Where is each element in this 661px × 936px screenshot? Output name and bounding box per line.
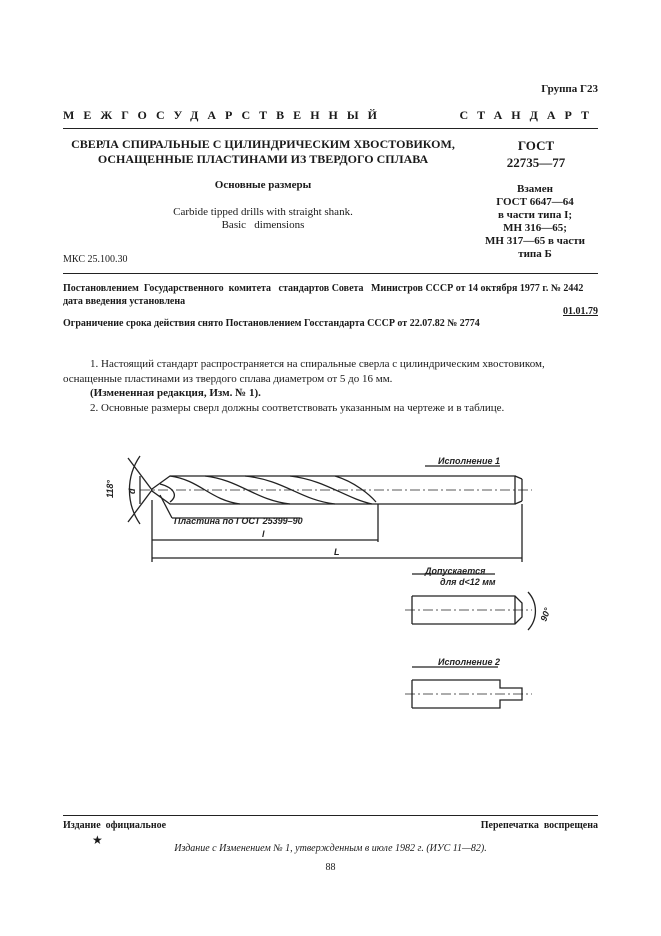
english-line-2: Basic dimensions — [221, 219, 305, 231]
gost-label: ГОСТ — [517, 138, 555, 153]
replaces-block — [470, 183, 600, 261]
version2-label: Исполнение 2 — [438, 657, 500, 667]
angle-118-label: 118° — [105, 480, 115, 498]
plate-leader — [160, 495, 172, 518]
standard-header — [63, 108, 598, 123]
gost-number: 22735—77 — [506, 155, 566, 170]
group-code: Группа Г23 — [541, 83, 598, 95]
replaces-line-1: Взамен — [517, 183, 553, 195]
title-line-2: ОСНАЩЕННЫЕ ПЛАСТИНАМИ ИЗ ТВЕРДОГО СПЛАВА — [97, 152, 429, 166]
shank-chamfer-top — [515, 476, 522, 479]
replaces-line-2: ГОСТ 6647—64 — [496, 196, 574, 208]
angle-90-label: 90° — [538, 606, 553, 623]
replaces-line-6: типа Б — [518, 248, 552, 260]
allowed-label-2: для d<12 мм — [440, 577, 496, 587]
paragraph-1: 1. Настоящий стандарт распространяется на спиральные сверла с цилиндрическим хвостовиком, оснащенные пластинами из твердого сплава диаметром от 5 до 16 мм. — [63, 358, 545, 385]
paragraph-1-edit: (Измененная редакция, Изм. № 1). — [90, 387, 261, 399]
version1-label: Исполнение 1 — [438, 456, 500, 466]
dim-l-label: l — [262, 529, 265, 539]
gost-designation — [488, 137, 584, 171]
decree-text: Постановлением Государственного комитета стандартов Совета Министров СССР от 14 октября 1977 г. № 2442 дата введения установлена — [63, 283, 586, 307]
introduction-date: 01.01.79 — [563, 306, 598, 317]
header-word-interstate: МЕЖГОСУДАРСТВЕННЫЙ — [63, 108, 386, 122]
mks-code: МКС 25.100.30 — [63, 254, 128, 265]
mks-rule — [63, 273, 598, 274]
header-rule — [63, 128, 598, 129]
document-title — [63, 137, 463, 167]
dim-L-label: L — [334, 547, 340, 557]
paragraph-2: 2. Основные размеры сверл должны соответствовать указанным на чертеже и в таблице. — [90, 402, 505, 414]
edition-note: Издание с Изменением № 1, утвержденным в июле 1982 г. (ИУС 11—82). — [174, 843, 487, 854]
reprint-prohibited: Перепечатка воспрещена — [480, 820, 598, 831]
title-line-1: СВЕРЛА СПИРАЛЬНЫЕ С ЦИЛИНДРИЧЕСКИМ ХВОСТОВИКОМ, — [71, 137, 455, 151]
official-edition: Издание официальное — [63, 820, 167, 831]
allowed-label-1: Допускается — [425, 566, 486, 576]
star-icon: ★ — [92, 833, 103, 847]
shank-chamfer-bottom — [515, 501, 522, 504]
replaces-line-5: МН 317—65 в части — [485, 235, 585, 247]
limitation-text: Ограничение срока действия снято Постановлением Госстандарта СССР от 22.07.82 № 2774 — [63, 318, 480, 329]
plate-label: Пластина по ГОСТ 25399–90 — [174, 516, 303, 526]
angle-90-arc — [528, 592, 535, 630]
replaces-line-4: МН 316—65; — [503, 222, 567, 234]
header-word-standard: СТАНДАРТ — [459, 108, 598, 122]
english-title — [63, 206, 463, 232]
subtitle: Основные размеры — [214, 179, 312, 191]
page-number: 88 — [325, 862, 336, 873]
english-line-1: Carbide tipped drills with straight shank. — [173, 206, 353, 218]
dim-d-label: d — [127, 488, 137, 494]
replaces-line-3: в части типа I; — [497, 209, 573, 221]
drill-drawing — [0, 440, 661, 730]
footer-rule — [63, 815, 598, 816]
